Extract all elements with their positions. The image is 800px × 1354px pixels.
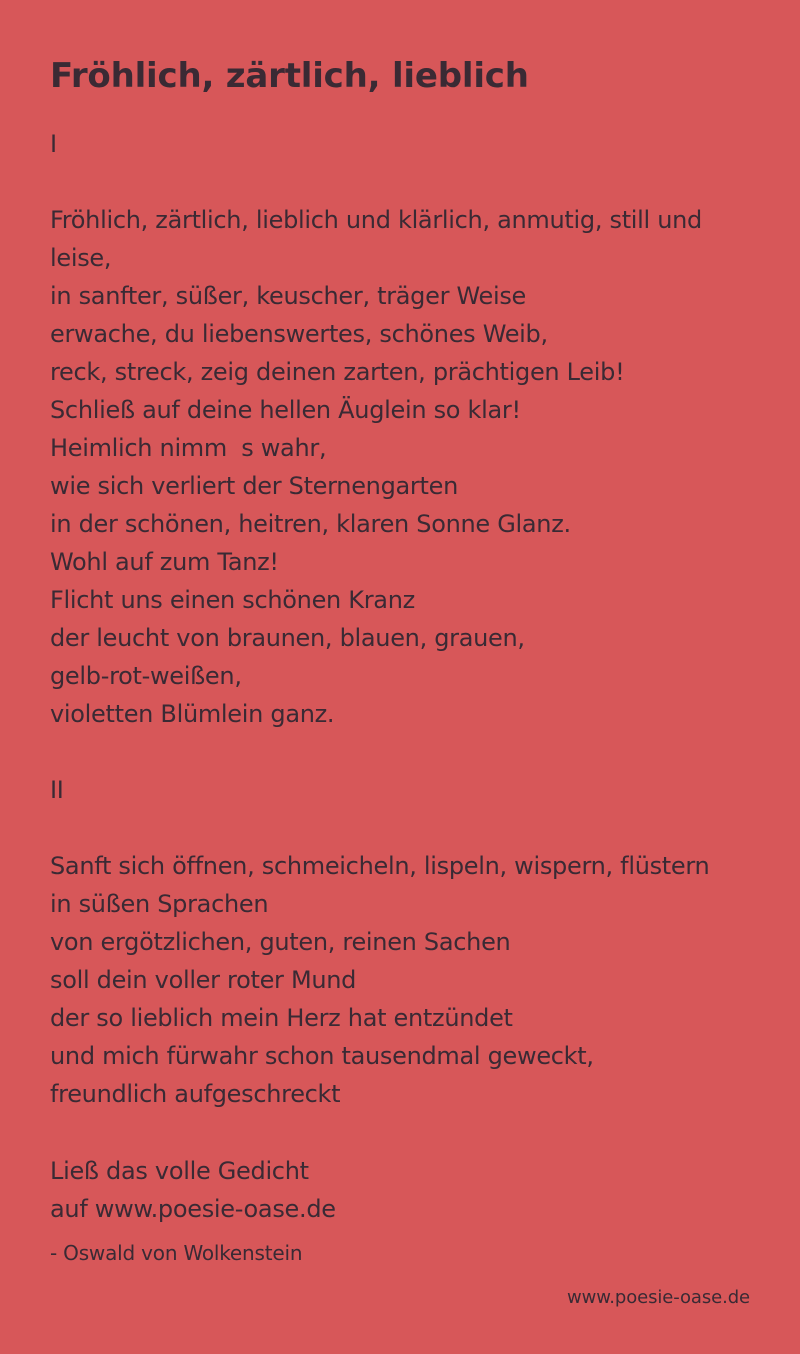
poem-line: Wohl auf zum Tanz! <box>50 548 279 576</box>
poem-line: gelb-rot-weißen, <box>50 662 242 690</box>
cta-line-2: auf www.poesie-oase.de <box>50 1195 336 1223</box>
poem-line: freundlich aufgeschreckt <box>50 1080 341 1108</box>
poem-line: reck, streck, zeig deinen zarten, prächtigen Leib! <box>50 358 625 386</box>
poem-line: in süßen Sprachen <box>50 890 269 918</box>
blank-line <box>50 809 760 847</box>
site-watermark: www.poesie-oase.de <box>567 1287 750 1308</box>
blank-line <box>50 733 760 771</box>
poem-line: Fröhlich, zärtlich, lieblich und klärlich, anmutig, still und leise, <box>50 206 702 272</box>
poem-line: der leucht von braunen, blauen, grauen, <box>50 624 525 652</box>
poem-line: wie sich verliert der Sternengarten <box>50 472 458 500</box>
blank-line <box>50 163 760 201</box>
poem-line: der so lieblich mein Herz hat entzündet <box>50 1004 513 1032</box>
poem-line: Heimlich nimms wahr, <box>50 434 327 462</box>
poem-line: in sanfter, süßer, keuscher, träger Weise <box>50 282 527 310</box>
poem-text <box>50 125 760 1113</box>
poem-line: und mich fürwahr schon tausendmal geweckt, <box>50 1042 594 1070</box>
section-label-i: I <box>50 130 57 158</box>
poem-line: Schließ auf deine hellen Äuglein so klar! <box>50 396 521 424</box>
poem-line: Sanft sich öffnen, schmeicheln, lispeln, wispern, flüstern <box>50 852 710 880</box>
poem-line: in der schönen, heitren, klaren Sonne Glanz. <box>50 510 571 538</box>
page-title: Fröhlich, zärtlich, lieblich <box>50 56 529 96</box>
poem-line: von ergötzlichen, guten, reinen Sachen <box>50 928 511 956</box>
poem-line: soll dein voller roter Mund <box>50 966 357 994</box>
read-full-poem-note <box>50 1152 336 1228</box>
author-credit: - Oswald von Wolkenstein <box>50 1241 303 1265</box>
section-label-ii: II <box>50 776 64 804</box>
cta-line-1: Ließ das volle Gedicht <box>50 1157 309 1185</box>
poem-line: violetten Blümlein ganz. <box>50 700 335 728</box>
poem-line: erwache, du liebenswertes, schönes Weib, <box>50 320 548 348</box>
poem-line: Flicht uns einen schönen Kranz <box>50 586 415 614</box>
